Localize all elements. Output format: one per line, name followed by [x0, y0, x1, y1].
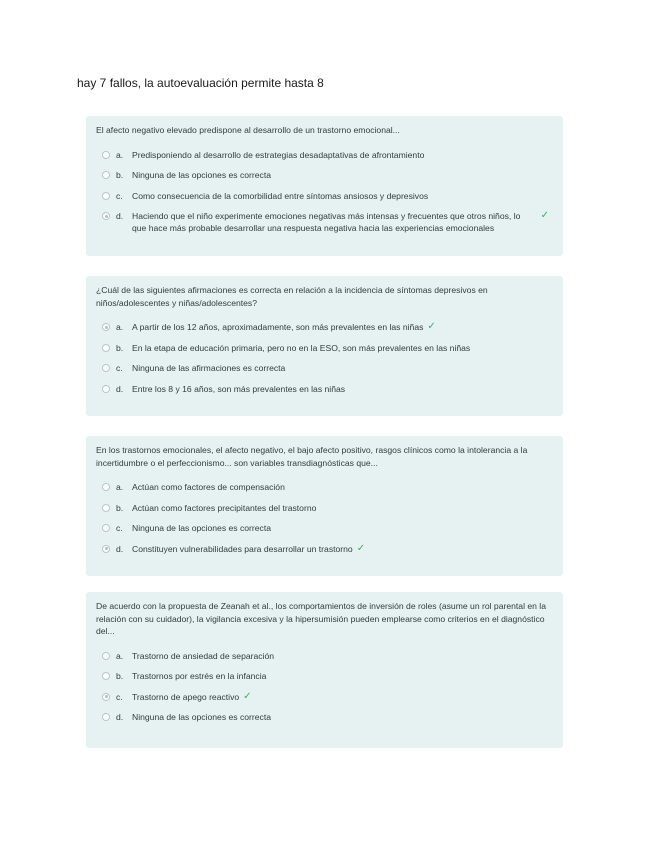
question-text: ¿Cuál de las siguientes afirmaciones es correcta en relación a la incidencia de síntomas depresivos en niños/adolescentes y niñas/adolescentes?	[96, 285, 488, 308]
checkmark-icon: ✓	[427, 321, 436, 332]
radio-button[interactable]	[102, 344, 110, 352]
option-text: Constituyen vulnerabilidades para desarrollar un trastorno	[132, 543, 353, 554]
option-letter: b.	[116, 170, 124, 180]
radio-button[interactable]	[102, 385, 110, 393]
option-d[interactable]	[96, 210, 553, 234]
option-text: Actúan como factores precipitantes del trastorno	[132, 502, 317, 513]
option-letter: b.	[116, 671, 124, 681]
option-letter: d.	[116, 543, 124, 554]
radio-button[interactable]	[102, 504, 110, 512]
option-text: Entre los 8 y 16 años, son más prevalentes en las niñas	[132, 383, 346, 394]
checkmark-icon: ✓	[243, 690, 252, 702]
option-text: Actúan como factores de compensación	[132, 482, 285, 492]
option-c[interactable]	[96, 190, 553, 202]
option-text: Trastorno de ansiedad de separación	[132, 650, 275, 661]
option-letter: d.	[116, 383, 124, 394]
option-a[interactable]	[96, 481, 553, 493]
option-letter: c.	[116, 363, 123, 373]
radio-button[interactable]	[102, 672, 110, 680]
option-b[interactable]	[96, 169, 553, 181]
radio-button[interactable]	[102, 171, 110, 179]
option-letter: c.	[116, 190, 123, 201]
option-b[interactable]	[96, 502, 553, 514]
question-text: En los trastornos emocionales, el afecto negativo, el bajo afecto positivo, rasgos clínicos como la intolerancia a la incertidumbre o el perfeccionismo... son variables transdiagnósticas que...	[96, 445, 528, 468]
option-letter: d.	[116, 211, 124, 221]
option-text: Ninguna de las afirmaciones es correcta	[132, 363, 286, 373]
question-text: El afecto negativo elevado predispone al desarrollo de un trastorno emocional...	[96, 125, 400, 135]
radio-button[interactable]	[102, 364, 110, 372]
option-c[interactable]	[96, 691, 553, 703]
option-text: Predisponiendo al desarrollo de estrategias desadaptativas de afrontamiento	[132, 149, 425, 160]
option-letter: c.	[116, 691, 123, 702]
question-card-4	[86, 592, 563, 748]
option-text: Haciendo que el niño experimente emociones negativas más intensas y frecuentes que otros niños, lo que hace más probable desarrollar una respuesta negativa hacia las experiencias emocionales	[132, 211, 521, 233]
option-text: Ninguna de las opciones es correcta	[132, 170, 272, 180]
option-text: Ninguna de las opciones es correcta	[132, 712, 272, 722]
radio-button-selected[interactable]	[102, 323, 110, 331]
checkmark-icon: ✓	[356, 542, 366, 554]
option-a[interactable]	[96, 149, 553, 161]
checkmark-icon: ✓	[540, 210, 549, 221]
option-a[interactable]	[96, 650, 553, 662]
radio-button-selected[interactable]	[102, 693, 110, 701]
option-b[interactable]	[96, 342, 553, 354]
option-d[interactable]	[96, 711, 553, 723]
radio-button-selected[interactable]	[102, 545, 110, 553]
option-a[interactable]	[96, 321, 553, 333]
option-d[interactable]	[96, 543, 553, 555]
option-letter: a.	[116, 482, 124, 492]
question-card-3	[86, 436, 563, 576]
option-text: Trastornos por estrés en la infancia	[132, 671, 267, 681]
option-c[interactable]	[96, 522, 553, 534]
radio-button[interactable]	[102, 151, 110, 159]
option-letter: a.	[116, 650, 124, 661]
question-card-2	[86, 276, 563, 416]
option-letter: d.	[116, 712, 124, 722]
radio-button[interactable]	[102, 483, 110, 491]
option-letter: b.	[116, 342, 124, 353]
radio-button-selected[interactable]	[102, 212, 110, 220]
radio-button[interactable]	[102, 713, 110, 721]
radio-button[interactable]	[102, 192, 110, 200]
option-text: Ninguna de las opciones es correcta	[132, 523, 272, 533]
option-text: Trastorno de apego reactivo	[132, 691, 240, 702]
radio-button[interactable]	[102, 524, 110, 532]
option-text: A partir de los 12 años, aproximadamente, son más prevalentes en las niñas	[132, 322, 424, 332]
radio-button[interactable]	[102, 652, 110, 660]
option-letter: b.	[116, 502, 124, 513]
option-letter: a.	[116, 322, 124, 332]
option-text: Como consecuencia de la comorbilidad entre síntomas ansiosos y depresivos	[132, 190, 429, 201]
option-d[interactable]	[96, 383, 553, 395]
option-text: En la etapa de educación primaria, pero no en la ESO, son más prevalentes en las niñas	[132, 342, 471, 353]
page-note: hay 7 fallos, la autoevaluación permite hasta 8	[77, 76, 324, 90]
option-b[interactable]	[96, 670, 553, 682]
option-letter: c.	[116, 523, 123, 533]
option-c[interactable]	[96, 362, 553, 374]
option-letter: a.	[116, 149, 124, 160]
question-card-1	[86, 116, 563, 256]
question-text: De acuerdo con la propuesta de Zeanah et al., los comportamientos de inversión de roles (asume un rol parental en la relación con su cuidador), la vigilancia excesiva y la hipersumisión pueden emplearse como criterios en el diagnóstico del...	[96, 601, 547, 636]
